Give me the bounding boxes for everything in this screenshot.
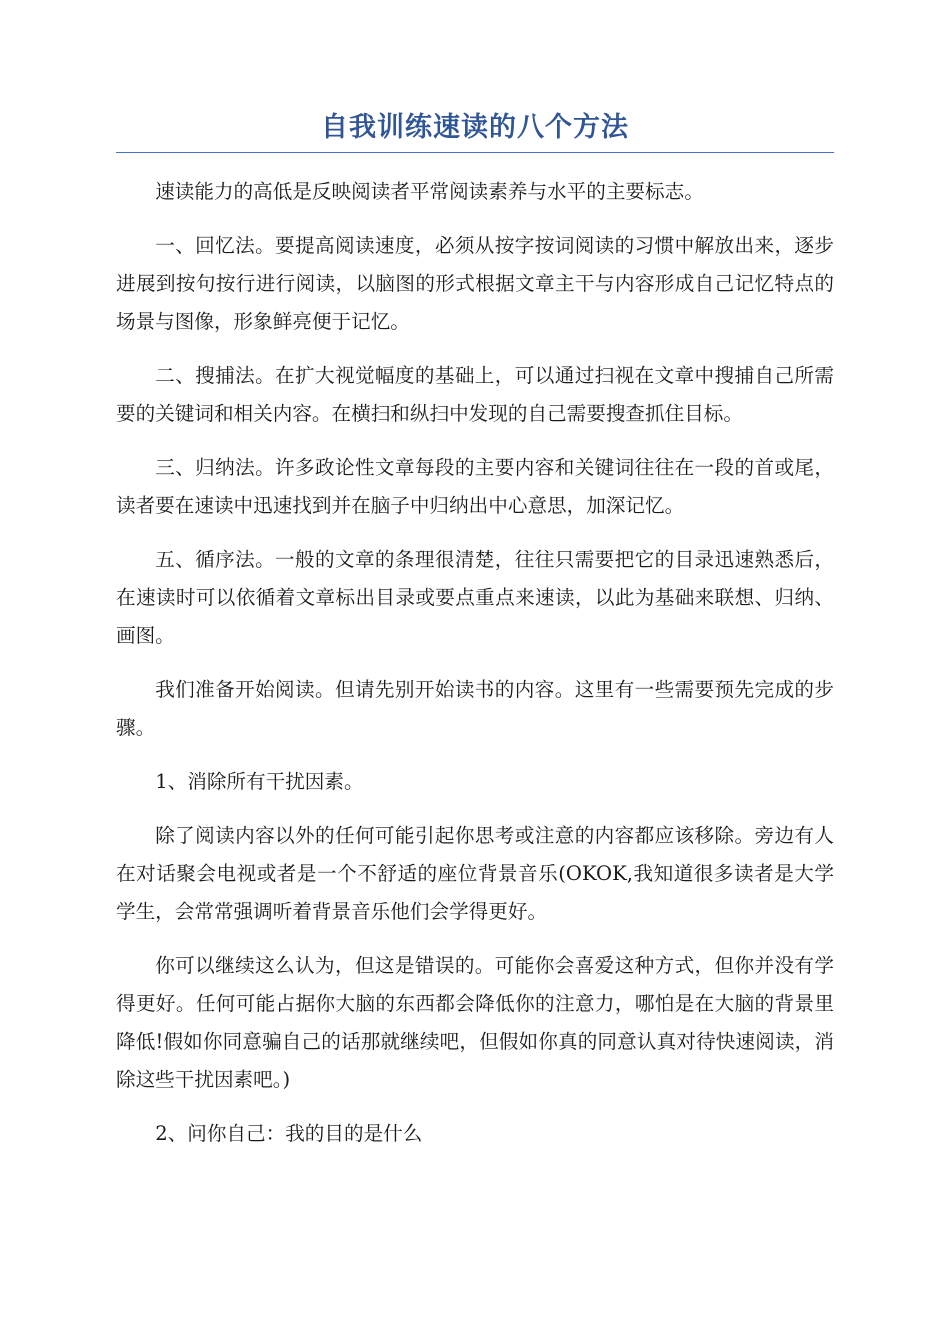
paragraph: 速读能力的高低是反映阅读者平常阅读素养与水平的主要标志。 xyxy=(155,180,704,203)
paragraph: 1、消除所有干扰因素。 xyxy=(155,770,364,793)
paragraph: 三、归纳法。许多政论性文章每段的主要内容和关键词往往在一段的首或尾，读者要在速读中迅速找到并在脑子中归纳出中心意思，加深记忆。 xyxy=(116,456,834,517)
paragraph: 五、循序法。一般的文章的条理很清楚，往往只需要把它的目录迅速熟悉后，在速读时可以依循着文章标出目录或要点重点来速读，以此为基础来联想、归纳、画图。 xyxy=(116,548,834,647)
document-title: 自我训练速读的八个方法 xyxy=(116,108,834,153)
paragraph: 一、回忆法。要提高阅读速度，必须从按字按词阅读的习惯中解放出来，逐步进展到按句按行进行阅读，以脑图的形式根据文章主干与内容形成自己记忆特点的场景与图像，形象鲜亮便于记忆。 xyxy=(116,234,834,333)
document-page xyxy=(116,108,834,1169)
paragraph: 2、问你自己：我的目的是什么 xyxy=(155,1122,423,1145)
paragraph: 我们准备开始阅读。但请先别开始读书的内容。这里有一些需要预先完成的步骤。 xyxy=(116,678,834,739)
paragraph: 二、搜捕法。在扩大视觉幅度的基础上，可以通过扫视在文章中搜捕自己所需要的关键词和相关内容。在横扫和纵扫中发现的自己需要搜查抓住目标。 xyxy=(116,364,834,425)
paragraph: 除了阅读内容以外的任何可能引起你思考或注意的内容都应该移除。旁边有人在对话聚会电视或者是一个不舒适的座位背景音乐(OKOK,我知道很多读者是大学学生，会常常强调听着背景音乐他们会学得更好。 xyxy=(116,824,834,923)
paragraph: 你可以继续这么认为，但这是错误的。可能你会喜爱这种方式，但你并没有学得更好。任何可能占据你大脑的东西都会降低你的注意力，哪怕是在大脑的背景里降低!假如你同意骗自己的话那就继续吧，但假如你真的同意认真对待快速阅读，消除这些干扰因素吧。) xyxy=(116,954,834,1091)
document-body xyxy=(116,173,834,1153)
